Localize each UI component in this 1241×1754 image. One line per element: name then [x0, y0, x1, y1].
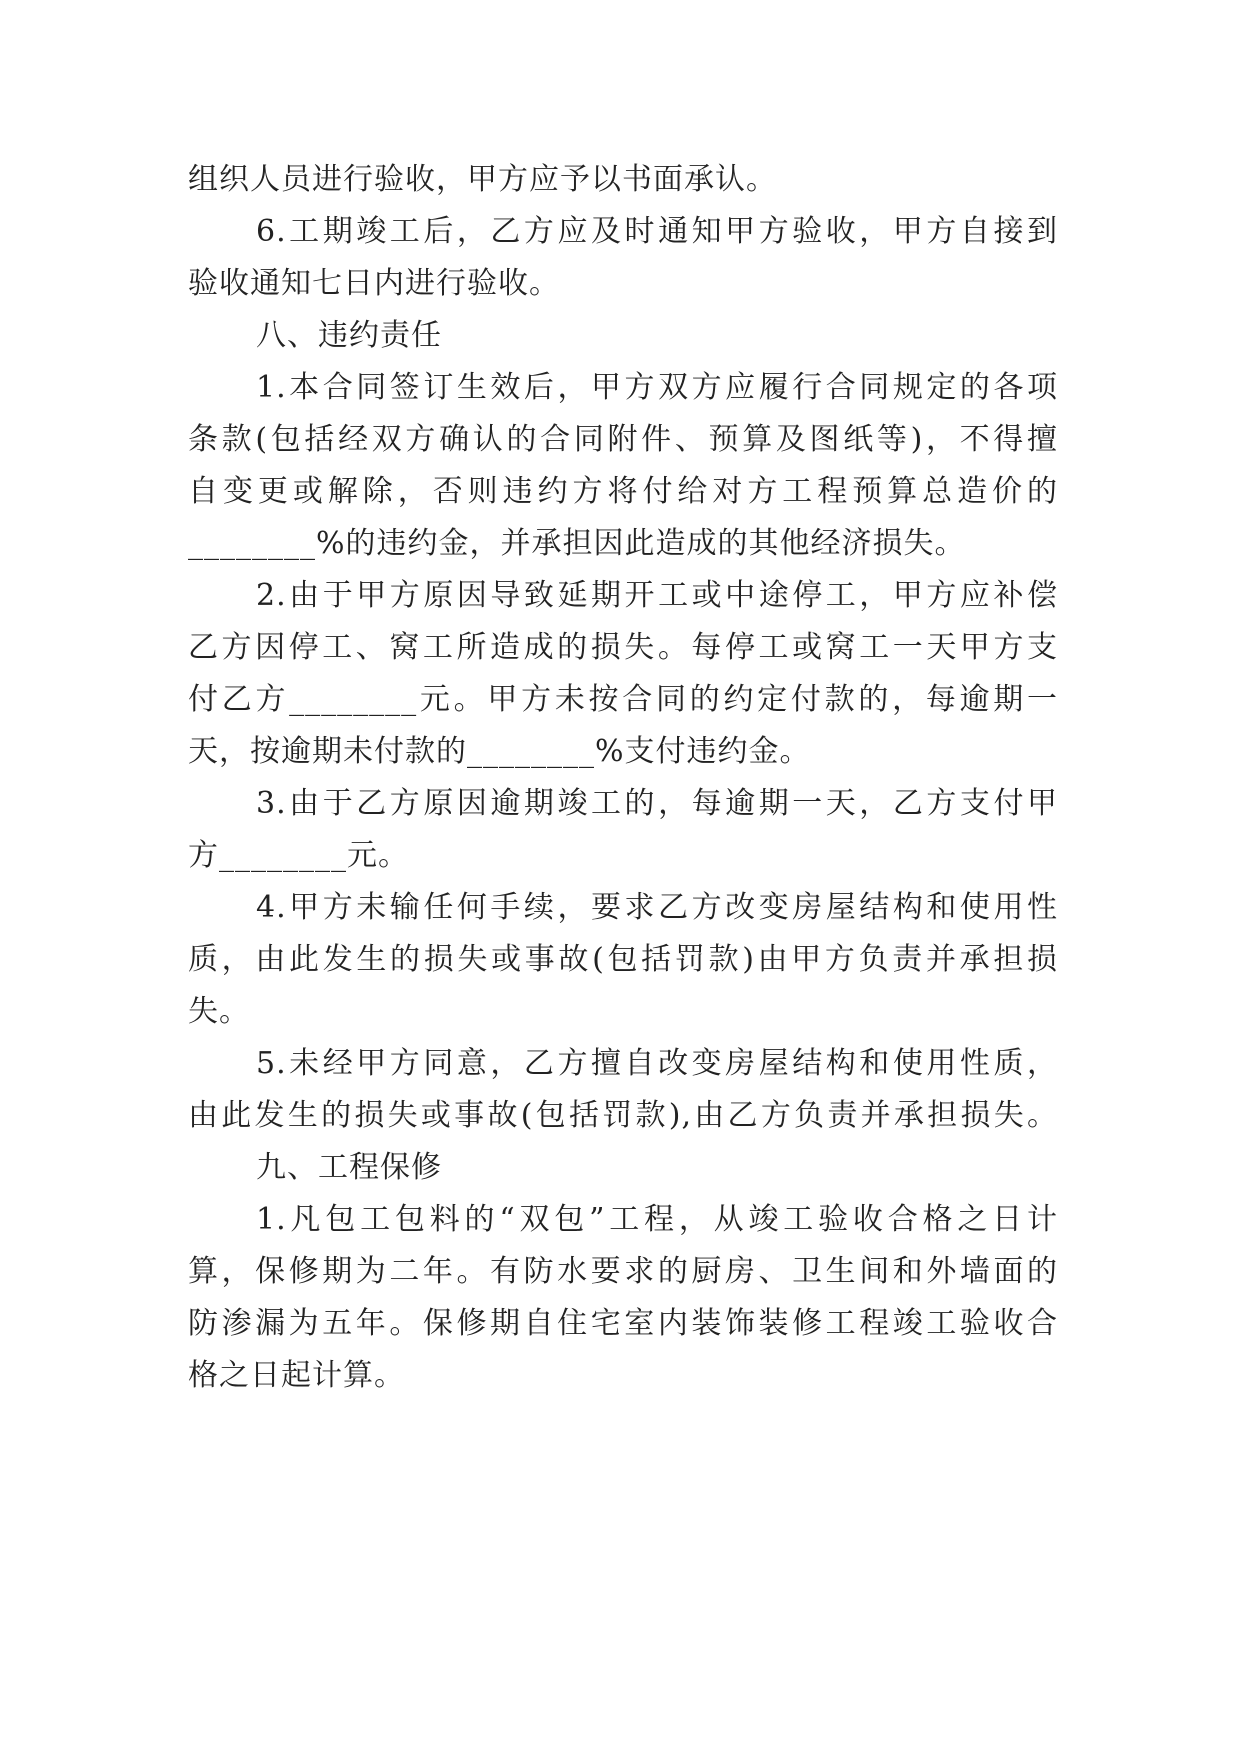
text-line: 格之日起计算。 [188, 1358, 405, 1393]
text-line: 乙方因停工、窝工所造成的损失。每停工或窝工一天甲方支 [188, 630, 1058, 665]
text-line: 付乙方________元。甲方未按合同的约定付款的，每逾期一 [188, 682, 1058, 717]
text-line: 1.凡包工包料的“双包”工程，从竣工验收合格之日计 [256, 1202, 1058, 1237]
text-line: 组织人员进行验收，甲方应予以书面承认。 [188, 162, 777, 197]
text-line: 算，保修期为二年。有防水要求的厨房、卫生间和外墙面的 [188, 1254, 1058, 1289]
text-line: 5.未经甲方同意，乙方擅自改变房屋结构和使用性质， [256, 1046, 1058, 1081]
section-heading: 九、工程保修 [256, 1150, 442, 1185]
text-line: 方________元。 [188, 838, 409, 873]
text-line: 防渗漏为五年。保修期自住宅室内装饰装修工程竣工验收合 [188, 1306, 1058, 1341]
text-line: 失。 [188, 994, 250, 1029]
text-line: ________%的违约金，并承担因此造成的其他经济损失。 [188, 526, 966, 561]
text-line: 自变更或解除，否则违约方将付给对方工程预算总造价的 [188, 474, 1058, 509]
text-line: 3.由于乙方原因逾期竣工的，每逾期一天，乙方支付甲 [256, 786, 1058, 821]
text-line: 质，由此发生的损失或事故(包括罚款)由甲方负责并承担损 [188, 942, 1058, 977]
text-line: 天，按逾期未付款的________%支付违约金。 [188, 734, 811, 769]
text-line: 验收通知七日内进行验收。 [188, 266, 560, 301]
text-line: 条款(包括经双方确认的合同附件、预算及图纸等)，不得擅 [188, 422, 1058, 457]
section-heading: 八、违约责任 [256, 318, 442, 353]
text-line: 2.由于甲方原因导致延期开工或中途停工，甲方应补偿 [256, 578, 1058, 613]
text-line: 由此发生的损失或事故(包括罚款),由乙方负责并承担损失。 [188, 1098, 1058, 1133]
text-line: 1.本合同签订生效后，甲方双方应履行合同规定的各项 [256, 370, 1058, 405]
text-line: 6.工期竣工后，乙方应及时通知甲方验收，甲方自接到 [256, 214, 1058, 249]
text-line: 4.甲方未输任何手续，要求乙方改变房屋结构和使用性 [256, 890, 1058, 925]
